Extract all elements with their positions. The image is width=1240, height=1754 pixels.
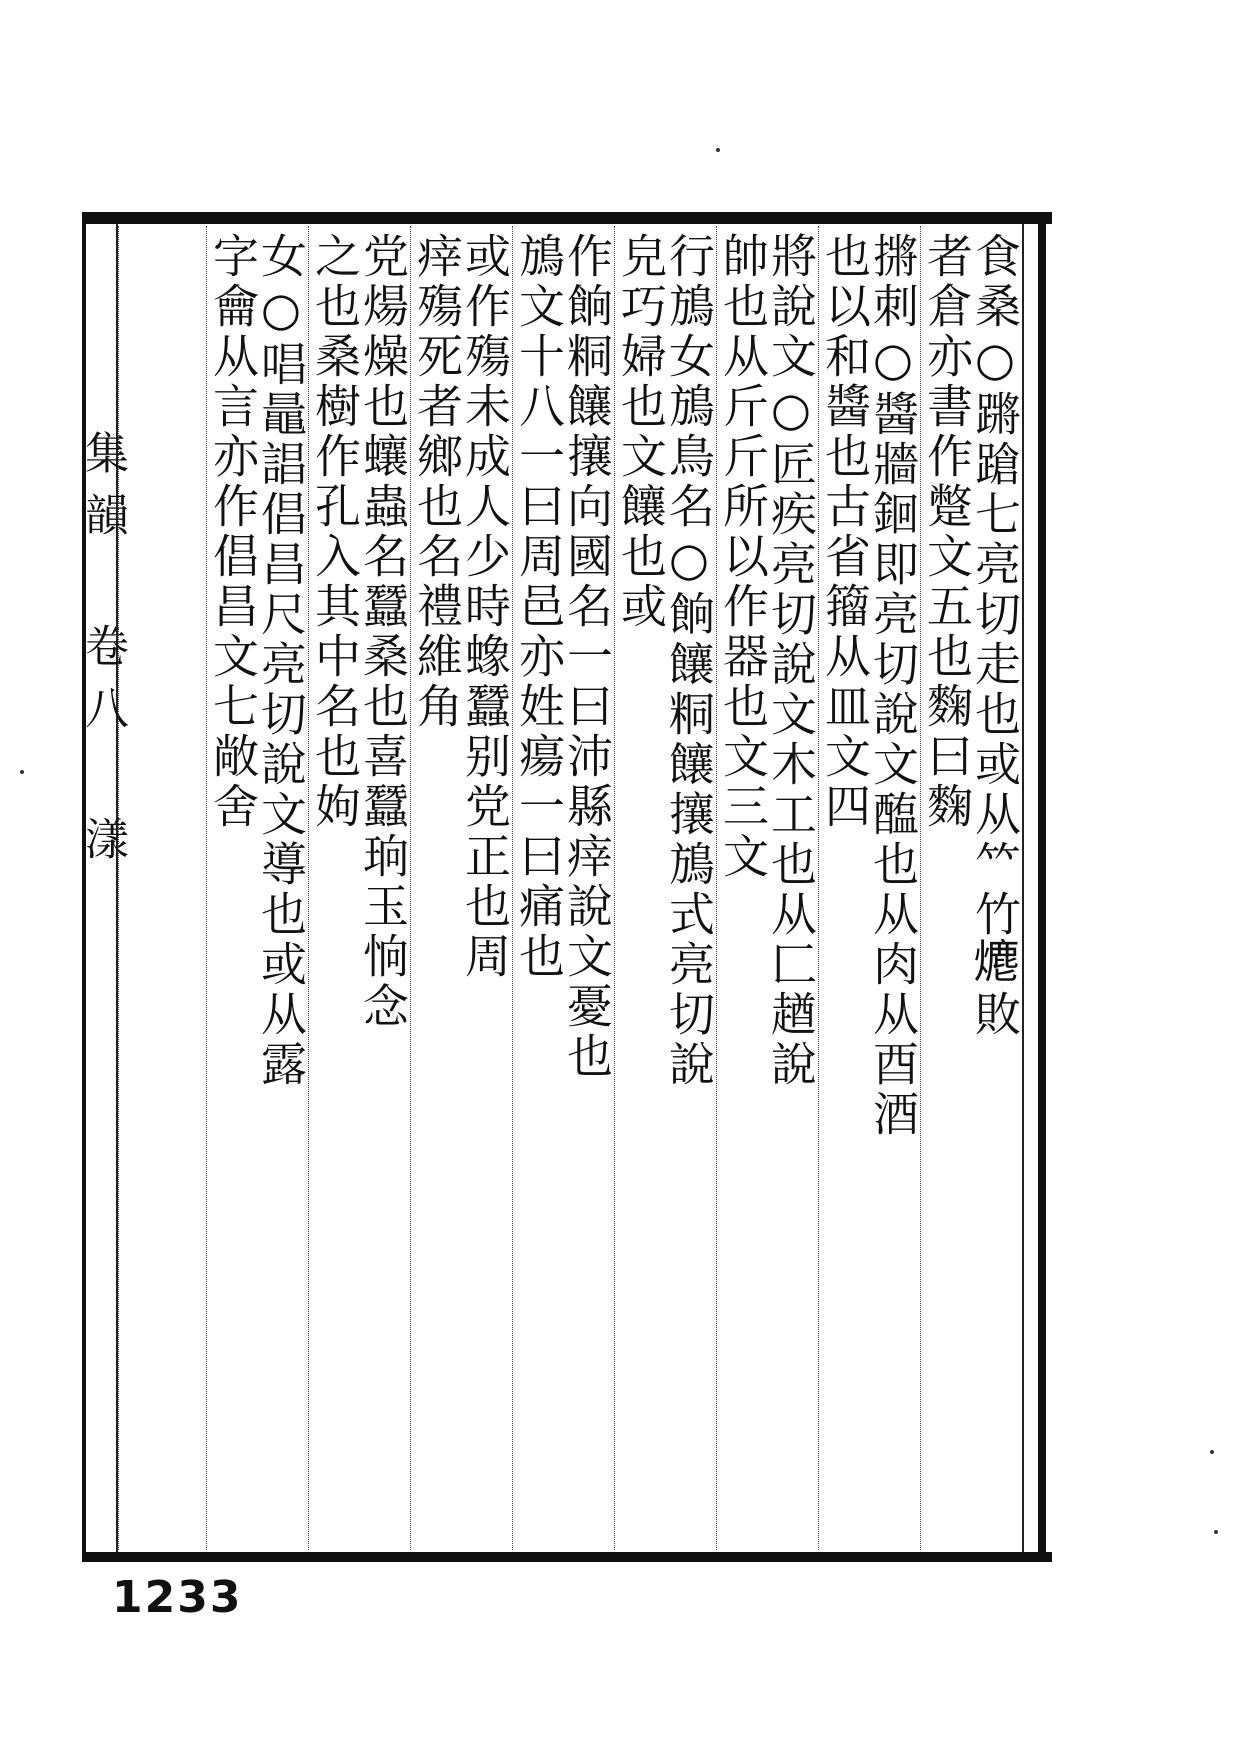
column-8-left-text: 字龠从言亦作倡昌文七敞舍 bbox=[206, 232, 260, 832]
bottom-border-rule bbox=[82, 1552, 1052, 1562]
top-border-rule bbox=[82, 212, 1052, 224]
text-column-3 bbox=[716, 226, 818, 1550]
text-column-4 bbox=[614, 226, 716, 1550]
column-9-right-text bbox=[163, 232, 204, 1544]
column-2-right-text: 摪刺○醬牆䤧即亮切說文醢也从肉从酉酒 bbox=[866, 232, 920, 1140]
column-6-left-text: 㾕殤死者鄉也名禮維角 bbox=[410, 232, 464, 732]
column-5-right-text: 作餉粡饟攘向國名一曰沛縣㾕說文憂也 bbox=[560, 232, 614, 1082]
column-8-right-text: 女○唱鼂誯倡昌尺亮切說文導也或从露 bbox=[254, 232, 308, 1090]
scan-speck bbox=[1214, 1530, 1218, 1534]
page-number: 1233 bbox=[112, 1572, 243, 1623]
column-6-right-text: 或作殤未成人少時蟓蠶别党正也周 bbox=[458, 232, 512, 982]
text-column-5 bbox=[512, 226, 614, 1550]
right-border-rule bbox=[1038, 212, 1046, 1562]
column-1-left-text: 者倉亦書作蹩文五也麴曰麴 bbox=[920, 232, 974, 832]
column-1-right-text: 食桑○蹡蹌七亮切走也或从𥫗竹𤏶敗 bbox=[968, 232, 1022, 1040]
text-column-8 bbox=[206, 226, 308, 1550]
column-2-left-text: 也以和醬也古省籀从皿文四 bbox=[818, 232, 872, 832]
scan-speck bbox=[1210, 1450, 1214, 1454]
scan-speck bbox=[20, 770, 24, 774]
column-9-left-text bbox=[122, 232, 163, 1544]
text-column-1 bbox=[920, 226, 1022, 1550]
margin-label: 集韻 卷八 漾 bbox=[77, 430, 128, 878]
column-7-right-text: 党煬燥也蠰蟲名蠶桑也喜蠶珦玉恦念 bbox=[356, 232, 410, 1032]
column-4-right-text: 行鴋女鴋鳥名○餉饟粡饟攘鴋式亮切說 bbox=[662, 232, 716, 1090]
column-4-left-text: 皃巧婦也文饟也或 bbox=[614, 232, 668, 632]
text-column-2 bbox=[818, 226, 920, 1550]
column-7-left-text: 之也桑樹作孔入其中名也姁 bbox=[308, 232, 362, 832]
column-5-left-text: 鴋文十八一曰周邑亦姓瘍一曰痛也 bbox=[512, 232, 566, 982]
column-3-right-text: 將說文○匠疾亮切說文木工也从匚趥說 bbox=[764, 232, 818, 1090]
text-column-9 bbox=[118, 226, 206, 1550]
scan-speck bbox=[716, 148, 720, 152]
text-column-6 bbox=[410, 226, 512, 1550]
text-column-7 bbox=[308, 226, 410, 1550]
inner-right-rule bbox=[1022, 224, 1024, 1552]
column-3-left-text: 帥也从斤斤所以作器也文三文 bbox=[716, 232, 770, 882]
